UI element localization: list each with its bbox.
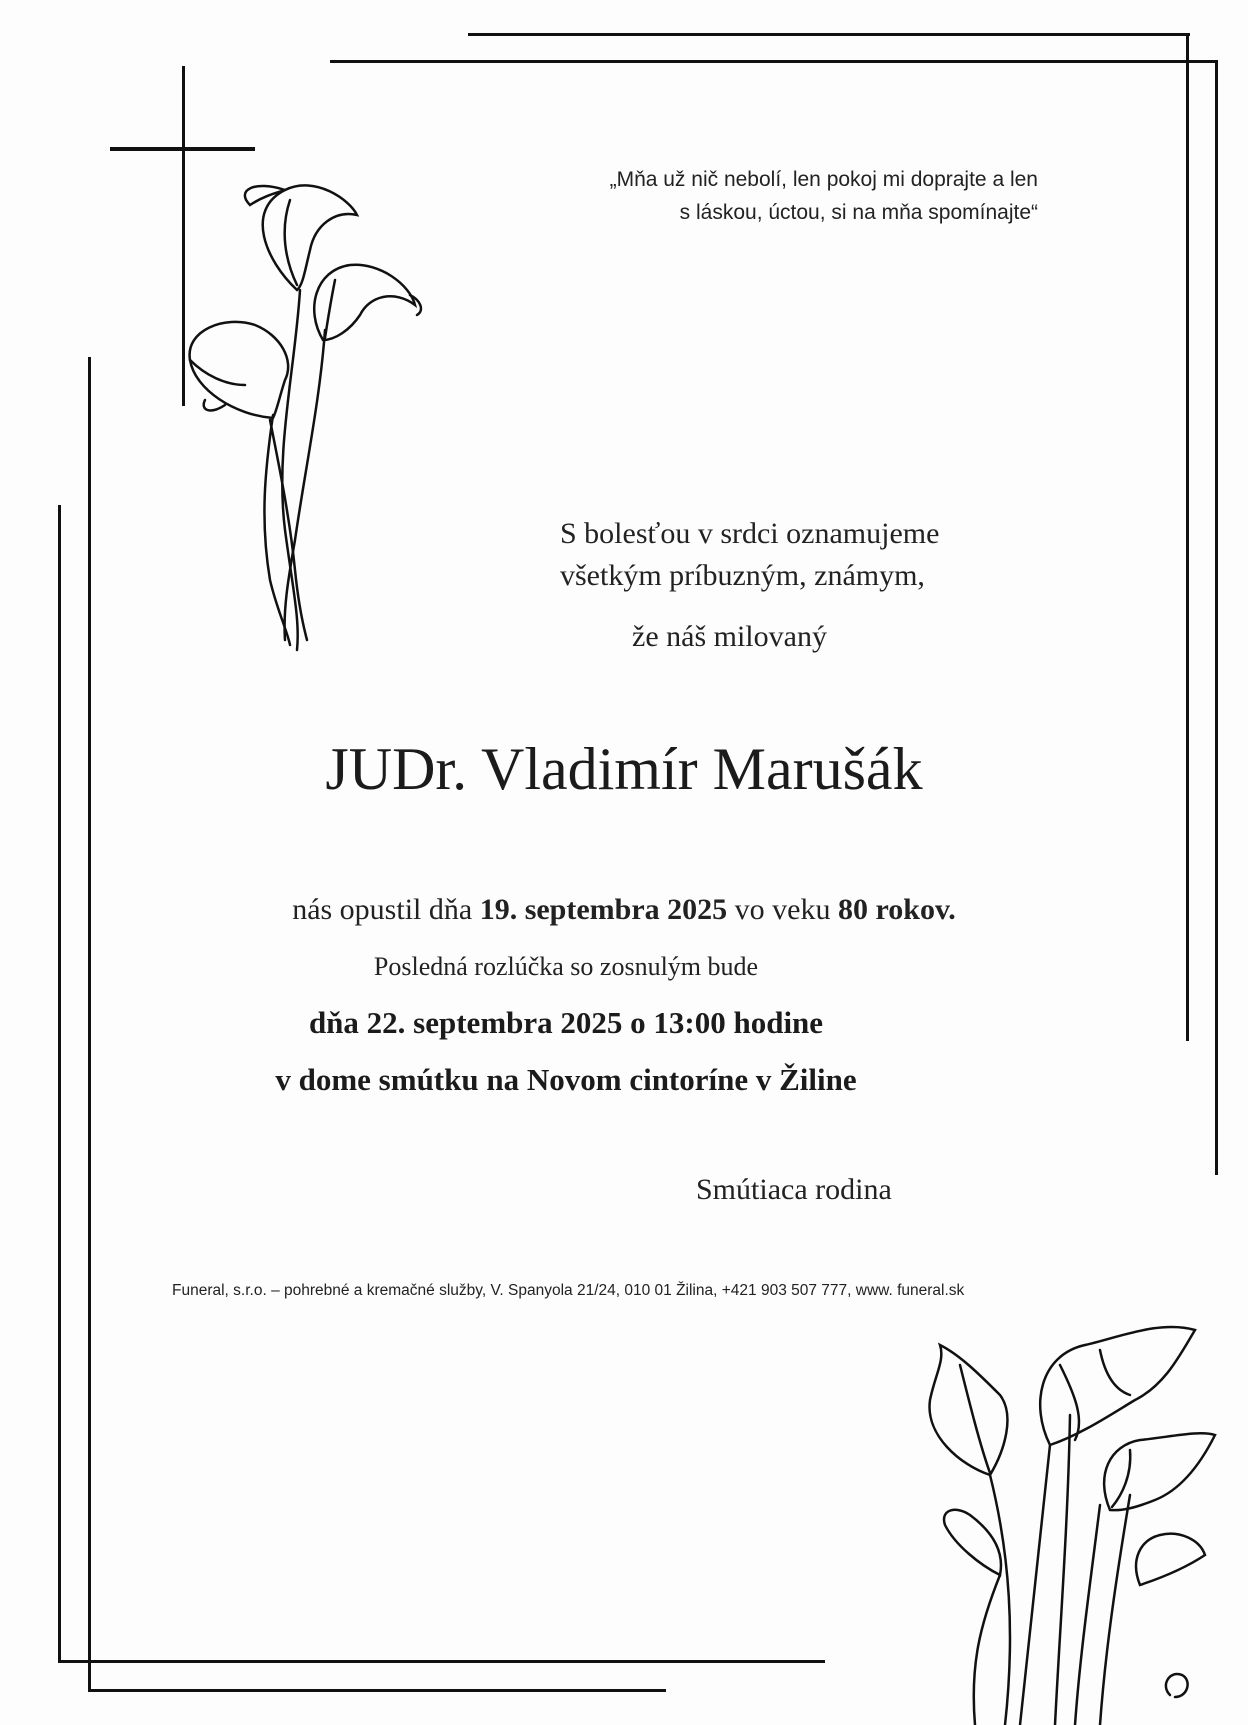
footer-contact: Funeral, s.r.o. – pohrebné a kremačné služby, V. Spanyola 21/24, 010 01 Žilina, +421 903 507 777, www. funeral.sk <box>172 1282 965 1299</box>
death-info <box>0 893 1248 927</box>
farewell-intro: Posledná rozlúčka so zosnulým bude <box>373 952 759 981</box>
signature: Smútiaca rodina <box>696 1173 892 1206</box>
frame-right-line-inner <box>1215 60 1218 1175</box>
farewell-datetime: dňa 22. septembra 2025 o 13:00 hodine <box>308 1005 824 1040</box>
frame-bottom-line-outer <box>58 1660 825 1663</box>
intro-line-3: že náš milovaný <box>632 620 827 653</box>
frame-right-line-outer <box>1186 33 1189 1041</box>
death-age: 80 rokov. <box>838 893 956 926</box>
deceased-name: JUDr. Vladimír Marušák <box>325 736 923 802</box>
death-date: 19. septembra 2025 <box>479 893 728 926</box>
cross-bar <box>110 147 255 151</box>
death-middle: vo veku <box>734 893 831 926</box>
calla-lily-bouquet-icon <box>900 1325 1220 1725</box>
calla-lily-icon <box>185 170 445 650</box>
farewell-place: v dome smútku na Novom cintoríne v Žiline <box>275 1062 857 1097</box>
death-prefix: nás opustil dňa <box>292 893 473 926</box>
frame-bottom-line-inner <box>88 1689 666 1692</box>
intro-line-1: S bolesťou v srdci oznamujeme <box>560 517 940 550</box>
frame-top-line-outer <box>468 33 1190 36</box>
frame-top-line-inner <box>330 60 1218 63</box>
quote-line-2: s láskou, úctou, si na mňa spomínajte“ <box>679 201 1038 224</box>
quote-text <box>610 163 1038 229</box>
intro-line-2: všetkým príbuzným, známym, <box>560 559 925 592</box>
quote-line-1: „Mňa už nič nebolí, len pokoj mi doprajte a len <box>609 168 1038 191</box>
